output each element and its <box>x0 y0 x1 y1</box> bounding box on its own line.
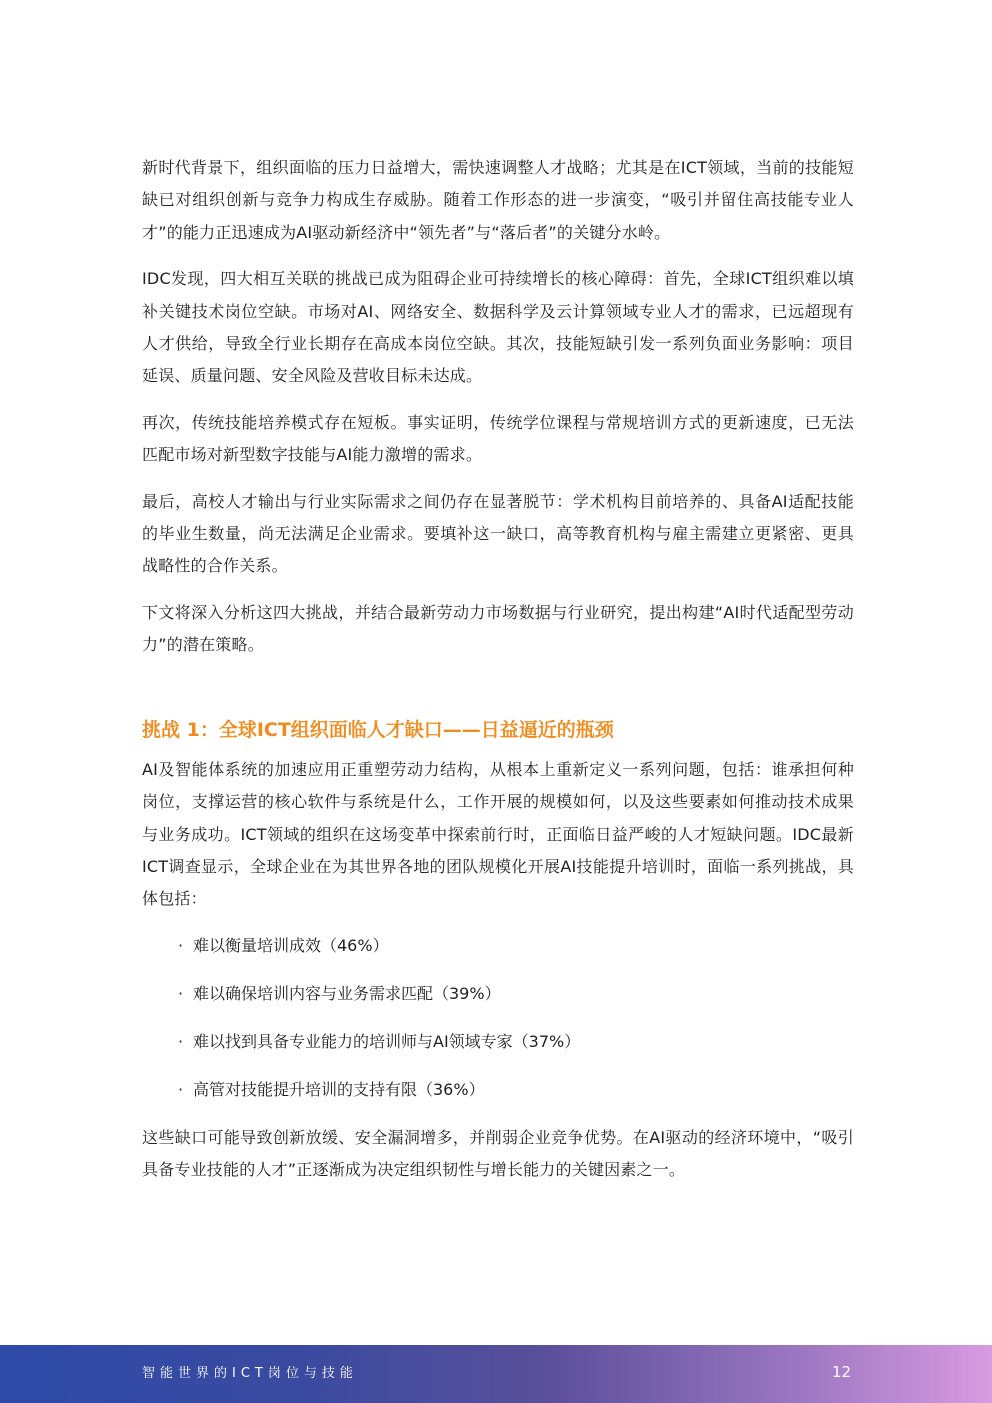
intro-paragraph-5: 下文将深入分析这四大挑战，并结合最新劳动力市场数据与行业研究，提出构建“AI时代适配型劳动力”的潜在策略。 <box>142 602 854 655</box>
bullet-icon: · <box>178 1031 184 1051</box>
footer-title: 智能世界的ICT岗位与技能 <box>142 1366 358 1381</box>
list-item <box>178 930 854 962</box>
challenge-list <box>142 930 854 1106</box>
section-closing-paragraph: 这些缺口可能导致创新放缓、安全漏洞增多，并削弱企业竞争优势。在AI驱动的经济环境中，“吸引具备专业技能的人才”正逐渐成为决定组织韧性与增长能力的关键因素之一。 <box>142 1127 854 1180</box>
list-item <box>178 1026 854 1058</box>
bullet-icon: · <box>178 935 184 955</box>
intro-paragraph-3: 再次，传统技能培养模式存在短板。事实证明，传统学位课程与常规培训方式的更新速度，已无法匹配市场对新型数字技能与AI能力激增的需求。 <box>142 412 854 465</box>
list-item-text: 高管对技能提升培训的支持有限（36%） <box>193 1079 485 1099</box>
bullet-icon: · <box>178 1079 184 1099</box>
page-footer <box>0 1345 992 1403</box>
list-item <box>178 978 854 1010</box>
intro-paragraph-1: 新时代背景下，组织面临的压力日益增大，需快速调整人才战略；尤其是在ICT领域，当前的技能短缺已对组织创新与竞争力构成生存威胁。随着工作形态的进一步演变，“吸引并留住高技能专业人才”的能力正迅速成为AI驱动新经济中“领先者”与“落后者”的关键分水岭。 <box>142 158 854 242</box>
list-item-text: 难以衡量培训成效（46%） <box>193 935 389 955</box>
intro-paragraph-2: IDC发现，四大相互关联的挑战已成为阻碍企业可持续增长的核心障碍：首先，全球ICT组织难以填补关键技术岗位空缺。市场对AI、网络安全、数据科学及云计算领域专业人才的需求，已远超现有人才供给，导致全行业长期存在高成本岗位空缺。其次，技能短缺引发一系列负面业务影响：项目延误、质量问题、安全风险及营收目标未达成。 <box>142 269 854 386</box>
bullet-icon: · <box>178 983 184 1003</box>
page-content <box>142 152 854 1201</box>
intro-paragraph-4: 最后，高校人才输出与行业实际需求之间仍存在显著脱节：学术机构目前培养的、具备AI适配技能的毕业生数量，尚无法满足企业需求。要填补这一缺口，高等教育机构与雇主需建立更紧密、更具战略性的合作关系。 <box>142 491 854 576</box>
list-item-text: 难以找到具备专业能力的培训师与AI领域专家（37%） <box>193 1031 581 1051</box>
section-lead-paragraph: AI及智能体系统的加速应用正重塑劳动力结构，从根本上重新定义一系列问题，包括：谁承担何种岗位，支撑运营的核心软件与系统是什么，工作开展的规模如何，以及这些要素如何推动技术成果与业务成功。ICT领域的组织在这场变革中探索前行时，正面临日益严峻的人才短缺问题。IDC最新ICT调查显示，全球企业在为其世界各地的团队规模化开展AI技能提升培训时，面临一系列挑战，具体包括： <box>142 759 854 909</box>
page-number: 12 <box>832 1363 852 1381</box>
section-heading: 挑战 1：全球ICT组织面临人才缺口——日益逼近的瓶颈 <box>142 718 614 741</box>
list-item <box>178 1074 854 1106</box>
list-item-text: 难以确保培训内容与业务需求匹配（39%） <box>193 983 501 1003</box>
